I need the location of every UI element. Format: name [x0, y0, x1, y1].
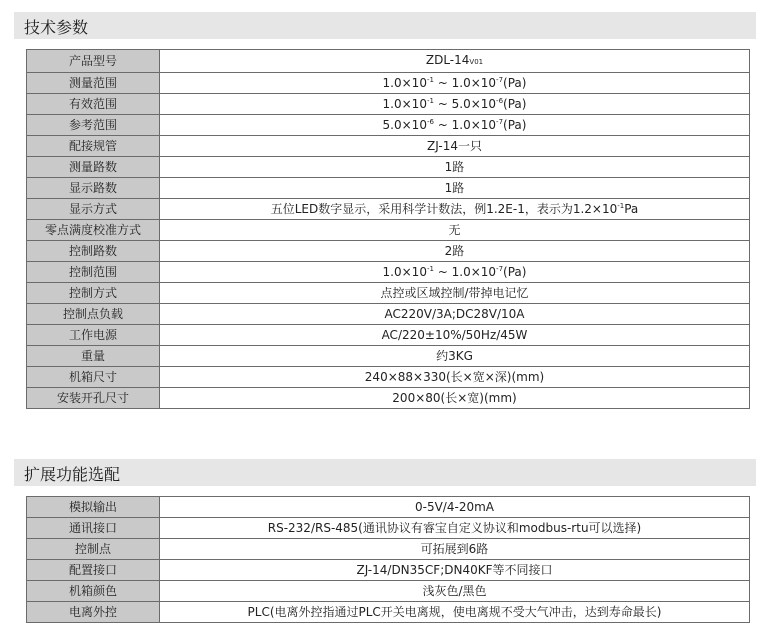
ext-row-label: 通讯接口 [27, 518, 160, 539]
tech-row-label: 显示方式 [27, 199, 160, 220]
tech-row-label: 工作电源 [27, 325, 160, 346]
tech-spec-table [26, 49, 750, 409]
value-text: 0-5V/4-20mA [415, 500, 494, 514]
exponent: -7 [496, 265, 504, 273]
tech-row [27, 388, 750, 409]
value-text: 五位LED数字显示，采用科学计数法，例1.2E-1，表示为1.2×10 [270, 202, 618, 216]
ext-row [27, 581, 750, 602]
tech-row-value [160, 325, 750, 346]
tech-row-label: 有效范围 [27, 94, 160, 115]
tech-row-value [160, 136, 750, 157]
ext-spec-table [26, 496, 750, 623]
ext-section-header [14, 459, 756, 486]
value-text: ~ 1.0×10 [433, 265, 497, 279]
value-text: (Pa) [503, 118, 527, 132]
value-text: 1路 [444, 181, 465, 195]
value-text: ZJ-14一只 [427, 139, 482, 153]
value-text: ~ 1.0×10 [433, 118, 497, 132]
ext-section-title: 扩展功能选配 [24, 465, 121, 484]
tech-row [27, 157, 750, 178]
tech-row [27, 241, 750, 262]
exponent: -1 [617, 202, 625, 210]
ext-row-label: 配置接口 [27, 560, 160, 581]
value-text: 1.0×10 [382, 76, 427, 90]
tech-row-value [160, 50, 750, 73]
value-text: (Pa) [503, 76, 527, 90]
tech-row-label: 安装开孔尺寸 [27, 388, 160, 409]
tech-row-value [160, 346, 750, 367]
value-text: Pa [624, 202, 639, 216]
ext-row-label: 控制点 [27, 539, 160, 560]
ext-row [27, 539, 750, 560]
tech-row [27, 199, 750, 220]
tech-row-label: 控制点负载 [27, 304, 160, 325]
value-text: (Pa) [503, 97, 527, 111]
ext-row-value [160, 518, 750, 539]
ext-row-value [160, 581, 750, 602]
value-text: 200×80(长×宽)(mm) [392, 391, 517, 405]
tech-row-label: 显示路数 [27, 178, 160, 199]
value-text: ~ 1.0×10 [433, 76, 497, 90]
tech-row [27, 283, 750, 304]
exponent: -1 [426, 265, 434, 273]
tech-row [27, 346, 750, 367]
tech-row-label: 控制方式 [27, 283, 160, 304]
value-text: 约3KG [436, 349, 473, 363]
tech-row-value [160, 199, 750, 220]
ext-row-value [160, 560, 750, 581]
ext-row-label: 电离外控 [27, 602, 160, 623]
value-text: 无 [448, 223, 461, 237]
value-text: ZJ-14/DN35CF;DN40KF等不同接口 [356, 563, 553, 577]
tech-row [27, 115, 750, 136]
value-text: AC220V/3A;DC28V/10A [384, 307, 525, 321]
tech-row [27, 94, 750, 115]
ext-row [27, 560, 750, 581]
tech-row-label: 配接规管 [27, 136, 160, 157]
value-text: 可拓展到6路 [420, 542, 489, 556]
ext-row-label: 模拟输出 [27, 497, 160, 518]
tech-row [27, 178, 750, 199]
value-text: ZDL-14 [425, 53, 470, 67]
tech-row [27, 304, 750, 325]
tech-row-value [160, 262, 750, 283]
tech-row-value [160, 220, 750, 241]
exponent: -7 [496, 118, 504, 126]
tech-section-header [14, 12, 756, 39]
exponent: -1 [426, 97, 434, 105]
value-text: V01 [469, 58, 484, 66]
ext-row-label: 机箱颜色 [27, 581, 160, 602]
tech-row-label: 参考范围 [27, 115, 160, 136]
tech-row-value [160, 115, 750, 136]
tech-row-label: 重量 [27, 346, 160, 367]
value-text: 1.0×10 [382, 265, 427, 279]
tech-row-value [160, 304, 750, 325]
value-text: 5.0×10 [382, 118, 427, 132]
tech-row-value [160, 241, 750, 262]
tech-row-label: 产品型号 [27, 50, 160, 73]
value-text: AC/220±10%/50Hz/45W [381, 328, 528, 342]
ext-row [27, 497, 750, 518]
exponent: -6 [426, 118, 434, 126]
ext-row-value [160, 602, 750, 623]
tech-section-title: 技术参数 [24, 18, 89, 37]
tech-row-value [160, 178, 750, 199]
tech-row-label: 控制范围 [27, 262, 160, 283]
tech-row [27, 50, 750, 73]
tech-row-label: 机箱尺寸 [27, 367, 160, 388]
value-text: 浅灰色/黑色 [422, 584, 487, 598]
exponent: -7 [496, 76, 504, 84]
value-text: RS-232/RS-485(通讯协议有睿宝自定义协议和modbus-rtu可以选择) [267, 521, 642, 535]
tech-row [27, 325, 750, 346]
value-text: 点控或区域控制/带掉电记忆 [380, 286, 529, 300]
value-text: ~ 5.0×10 [433, 97, 497, 111]
tech-row [27, 262, 750, 283]
tech-row [27, 136, 750, 157]
tech-row-label: 控制路数 [27, 241, 160, 262]
tech-row-label: 零点满度校准方式 [27, 220, 160, 241]
ext-row [27, 602, 750, 623]
tech-row-value [160, 367, 750, 388]
ext-row-value [160, 539, 750, 560]
value-text: 1路 [444, 160, 465, 174]
tech-row-value [160, 94, 750, 115]
value-text: 1.0×10 [382, 97, 427, 111]
tech-row-value [160, 157, 750, 178]
exponent: -1 [426, 76, 434, 84]
exponent: -6 [496, 97, 504, 105]
value-text: 2路 [444, 244, 465, 258]
tech-row [27, 220, 750, 241]
value-text: PLC(电离外控指通过PLC开关电离规，使电离规不受大气冲击，达到寿命最长) [247, 605, 662, 619]
tech-row-value [160, 73, 750, 94]
value-text: (Pa) [503, 265, 527, 279]
tech-row-label: 测量范围 [27, 73, 160, 94]
ext-row [27, 518, 750, 539]
value-text: 240×88×330(长×宽×深)(mm) [364, 370, 545, 384]
tech-row [27, 73, 750, 94]
tech-row-value [160, 283, 750, 304]
tech-row-value [160, 388, 750, 409]
tech-row-label: 测量路数 [27, 157, 160, 178]
ext-row-value [160, 497, 750, 518]
tech-row [27, 367, 750, 388]
